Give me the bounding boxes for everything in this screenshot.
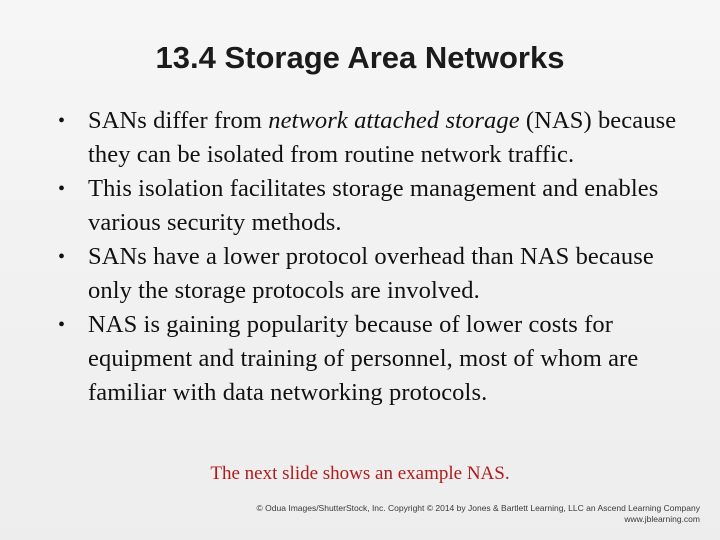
bullet-emphasis: network attached storage (268, 107, 520, 134)
next-slide-note: The next slide shows an example NAS. (210, 463, 510, 484)
bullet-item (58, 104, 678, 172)
bullet-item (58, 240, 678, 308)
credit-line: © Odua Images/ShutterStock, Inc. Copyright © 2014 by Jones & Bartlett Learning, LLC an Ascend Learning Company (256, 503, 700, 513)
bullet-text: (NAS) because they can be isolated from routine network traffic. (88, 107, 677, 168)
bullet-marker: • (58, 110, 66, 132)
bullet-item (58, 308, 678, 410)
bullet-item (58, 172, 678, 240)
bullet-list (58, 104, 678, 410)
slide-title: 13.4 Storage Area Networks (155, 40, 565, 75)
credit-url: www.jblearning.com (624, 514, 700, 524)
bullet-marker: • (58, 246, 66, 268)
bullet-text: This isolation facilitates storage management and enables various security methods. (88, 175, 659, 236)
bullet-text: NAS is gaining popularity because of lower costs for equipment and training of personnel, most of whom are familiar with data networking protocols. (88, 311, 639, 406)
bullet-text: SANs have a lower protocol overhead than NAS because only the storage protocols are involved. (88, 243, 654, 304)
bullet-text: SANs differ from (88, 107, 269, 134)
bullet-marker: • (58, 178, 66, 200)
bullet-marker: • (58, 314, 66, 336)
copyright-credit (257, 503, 700, 525)
